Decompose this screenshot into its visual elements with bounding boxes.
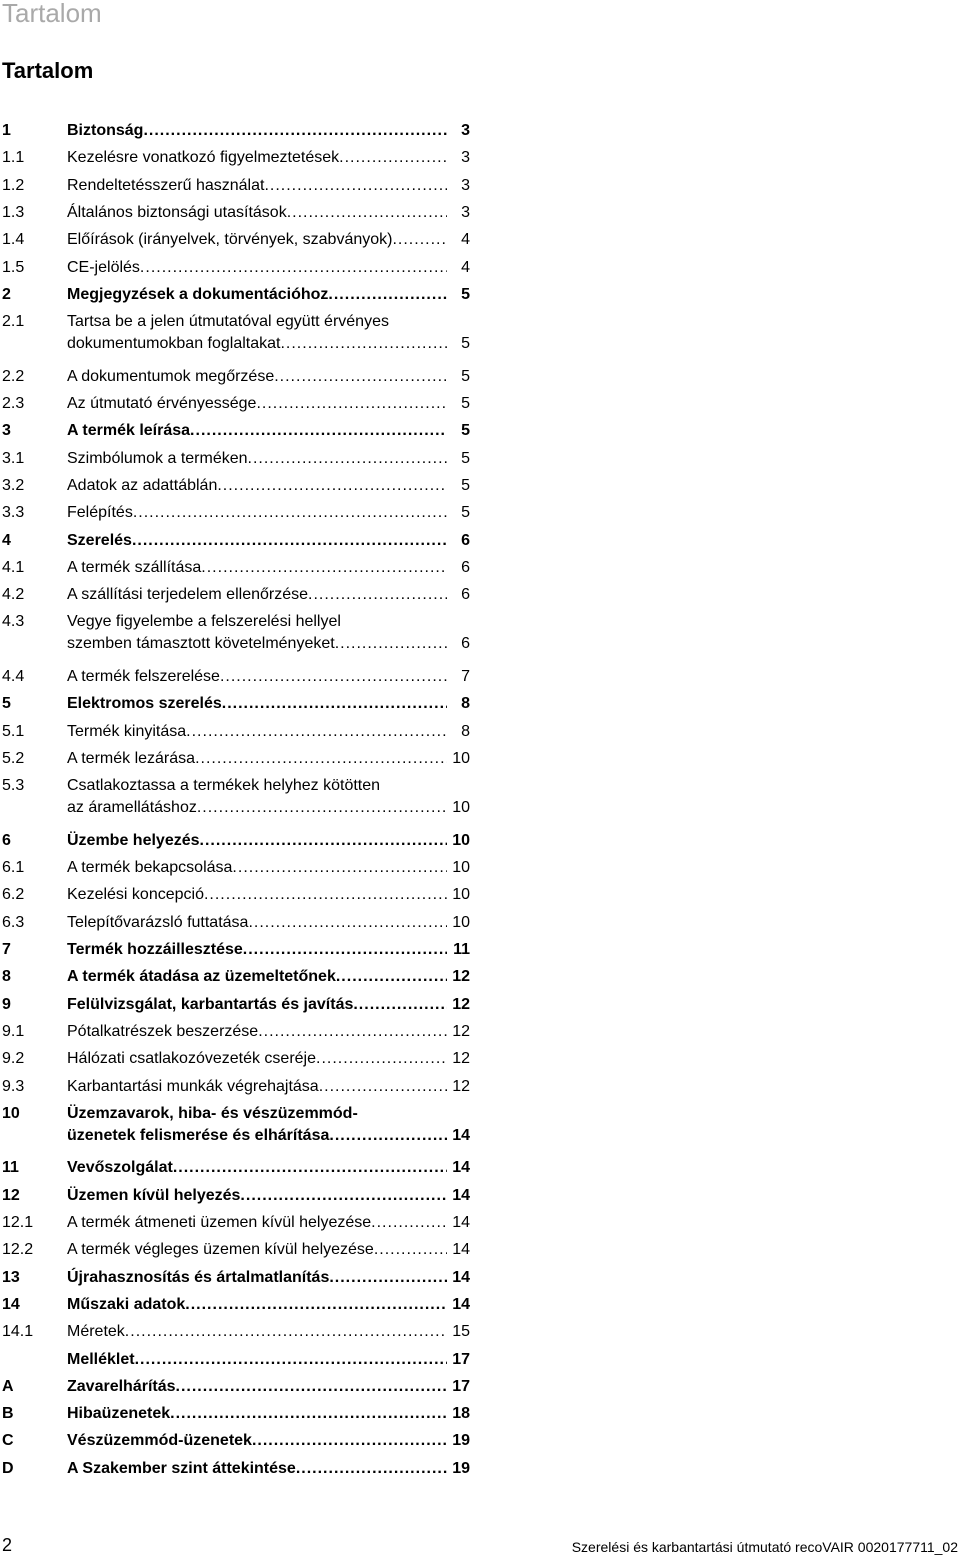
- toc-entry-page: 10: [452, 859, 470, 877]
- toc-entry-title: Elektromos szerelés: [67, 695, 222, 713]
- toc-entry-page: 10: [452, 799, 470, 817]
- toc-entry-number: 2.2: [2, 367, 25, 385]
- toc-entry-title: Üzemzavarok, hiba- és vészüzemmód-: [67, 1104, 358, 1122]
- toc-entry-number: 2.3: [2, 395, 25, 412]
- dot-leader: [371, 1212, 447, 1234]
- dot-leader: [243, 939, 447, 961]
- toc-entry: [0, 475, 480, 497]
- toc-entry-title: Előírások (irányelvek, törvények, szabványok): [67, 231, 393, 249]
- dot-leader: [308, 584, 447, 606]
- toc-entry-page: 14: [452, 1126, 470, 1144]
- toc-entry: [0, 1321, 480, 1343]
- toc-entry-page: 6: [461, 635, 470, 653]
- toc-entry: [0, 857, 480, 879]
- dot-leader: [319, 1076, 447, 1098]
- dot-leader: [252, 1430, 447, 1452]
- toc-entry-page: 3: [461, 203, 470, 221]
- toc-entry: [0, 611, 480, 655]
- toc-entry: [0, 202, 480, 224]
- toc-entry-page: 6: [461, 558, 470, 576]
- toc-entry-number: 3.1: [2, 449, 25, 467]
- toc-entry-number: 1.5: [2, 258, 25, 276]
- dot-leader: [143, 120, 447, 142]
- dot-leader: [248, 912, 447, 934]
- toc-entry-number: 1: [2, 122, 11, 139]
- dot-leader: [339, 147, 447, 169]
- toc-entry-title: A termék szállítása: [67, 558, 202, 576]
- toc-entry: [0, 693, 480, 715]
- toc-entry-page: 3: [461, 149, 470, 167]
- header-title: Tartalom: [2, 0, 102, 28]
- toc-entry-page: 14: [452, 1268, 470, 1286]
- toc-entry-page: 14: [452, 1159, 470, 1177]
- toc-entry-page: 14: [452, 1241, 470, 1259]
- toc-entry-page: 8: [461, 695, 470, 713]
- toc-entry-title: Üzemen kívül helyezés: [67, 1186, 241, 1204]
- toc-entry-number: 4.2: [2, 586, 25, 604]
- toc-entry: [0, 257, 480, 279]
- dot-leader: [280, 333, 447, 355]
- dot-leader: [329, 1125, 447, 1147]
- toc-entry-page: 4: [461, 258, 470, 276]
- toc-entry-title-continued: szemben támasztott követelményeket: [67, 635, 335, 653]
- toc-entry-number: C: [2, 1432, 14, 1450]
- toc-entry-title: Tartsa be a jelen útmutatóval együtt érvényes: [67, 313, 389, 331]
- toc-entry-title: A dokumentumok megőrzése: [67, 367, 275, 385]
- toc-entry-title: A termék átmeneti üzemen kívül helyezése: [67, 1214, 372, 1231]
- dot-leader: [204, 884, 447, 906]
- dot-leader: [353, 994, 447, 1016]
- toc-entry-title: Kezelésre vonatkozó figyelmeztetések: [67, 149, 340, 167]
- toc-entry-page: 12: [452, 1022, 470, 1040]
- toc-entry-page: 5: [461, 367, 470, 385]
- toc-entry: [0, 884, 480, 906]
- toc-entry: [0, 120, 480, 142]
- toc-entry-title: Pótalkatrészek beszerzése: [67, 1022, 259, 1040]
- dot-leader: [248, 448, 447, 470]
- toc-entry-page: 5: [461, 504, 470, 522]
- toc-entry-page: 12: [452, 1050, 470, 1068]
- toc-entry-page: 12: [452, 1077, 470, 1095]
- toc-entry-page: 10: [452, 913, 470, 931]
- toc-entry-number: 5.2: [2, 749, 25, 767]
- toc-entry: [0, 1376, 480, 1398]
- toc-entry: [0, 1157, 480, 1179]
- toc-entry: [0, 1403, 480, 1425]
- toc-entry-page: 6: [461, 531, 470, 549]
- toc-entry-title: Vevőszolgálat: [67, 1159, 173, 1177]
- toc-entry-title: Felülvizsgálat, karbantartás és javítás: [67, 995, 354, 1013]
- toc-entry: [0, 1185, 480, 1207]
- toc-entry-page: 5: [461, 285, 470, 303]
- dot-leader: [336, 966, 447, 988]
- dot-leader: [329, 1267, 447, 1289]
- toc-entry-number: 4.1: [2, 558, 25, 576]
- toc-entry: [0, 1021, 480, 1043]
- toc-entry-number: 9.1: [2, 1022, 25, 1040]
- toc-entry-page: 5: [461, 449, 470, 467]
- toc-entry-title: Műszaki adatok: [67, 1295, 186, 1313]
- dot-leader: [328, 284, 447, 306]
- toc-entry: [0, 966, 480, 988]
- toc-entry-number: 9.2: [2, 1050, 25, 1068]
- toc-entry-number: 6.3: [2, 913, 25, 931]
- dot-leader: [220, 666, 447, 688]
- footer-page-number: 2: [2, 1535, 13, 1555]
- toc-entry-page: 5: [461, 335, 470, 353]
- toc-entry-page: 14: [452, 1186, 470, 1204]
- toc-entry-number: 6: [2, 831, 11, 849]
- toc-entry-title: Csatlakoztassa a termékek helyhez kötötten: [67, 777, 381, 795]
- dot-leader: [133, 502, 447, 524]
- toc-entry-title: Termék hozzáillesztése: [67, 941, 243, 958]
- dot-leader: [140, 257, 447, 279]
- toc-entry-page: 14: [452, 1214, 470, 1231]
- toc-entry: [0, 1048, 480, 1070]
- toc-entry-number: 12: [2, 1186, 20, 1204]
- toc-entry: [0, 393, 480, 415]
- toc-entry-title: Szimbólumok a terméken: [67, 449, 248, 467]
- dot-leader: [186, 721, 447, 743]
- toc-entry-title: A termék leírása: [67, 422, 191, 440]
- dot-leader: [132, 530, 447, 552]
- dot-leader: [374, 1239, 447, 1261]
- dot-leader: [392, 229, 447, 251]
- dot-leader: [296, 1458, 447, 1480]
- toc-entry-title: Felépítés: [67, 504, 133, 522]
- dot-leader: [173, 1157, 447, 1179]
- toc-entry-number: 13: [2, 1268, 20, 1286]
- toc-entry-title: Üzembe helyezés: [67, 831, 200, 849]
- toc-entry-page: 3: [461, 122, 470, 139]
- toc-entry-number: 10: [2, 1104, 20, 1122]
- toc-entry-title: Melléklet: [67, 1350, 135, 1368]
- toc-entry: [0, 502, 480, 524]
- toc-entry-number: D: [2, 1459, 14, 1477]
- toc-entry-page: 10: [452, 749, 470, 767]
- toc-entry-page: 5: [461, 422, 470, 440]
- toc-entry-title: CE-jelölés: [67, 258, 140, 276]
- toc-entry-title-continued: dokumentumokban foglaltakat: [67, 335, 281, 353]
- dot-leader: [190, 420, 447, 442]
- toc-entry-number: 4: [2, 531, 11, 549]
- toc-entry-title: Termék kinyitása: [67, 722, 187, 740]
- toc-entry: [0, 748, 480, 770]
- toc-entry-page: 11: [453, 941, 470, 958]
- toc-entry: [0, 147, 480, 169]
- footer-document-title: Szerelési és karbantartási útmutató recoVAIR 0020177711_02: [571, 1539, 958, 1555]
- toc-entry-number: 5.3: [2, 777, 25, 795]
- toc-entry-number: 1.4: [2, 231, 25, 249]
- toc-entry-title: Hálózati csatlakozóvezeték cseréje: [67, 1050, 317, 1068]
- toc-entry: [0, 420, 480, 442]
- toc-entry: [0, 721, 480, 743]
- dot-leader: [170, 1403, 447, 1425]
- dot-leader: [232, 857, 447, 879]
- toc-entry: [0, 1239, 480, 1261]
- toc-entry-number: 12.2: [2, 1241, 34, 1259]
- toc-entry-number: 4.4: [2, 668, 25, 685]
- dot-leader: [195, 748, 447, 770]
- toc-entry-number: 2.1: [2, 313, 25, 331]
- toc-entry-title: Hibaüzenetek: [67, 1405, 171, 1423]
- toc-entry-number: 14.1: [2, 1323, 34, 1341]
- dot-leader: [258, 1021, 447, 1043]
- toc-entry-title: A szállítási terjedelem ellenőrzése: [67, 586, 309, 604]
- dot-leader: [287, 202, 447, 224]
- toc-entry-title: Méretek: [67, 1323, 125, 1341]
- toc-entry: [0, 1076, 480, 1098]
- toc-entry: [0, 1267, 480, 1289]
- dot-leader: [222, 693, 447, 715]
- toc-entry-number: 5: [2, 695, 11, 713]
- toc-entry: [0, 229, 480, 251]
- toc-entry: [0, 1212, 480, 1234]
- toc-entry-title: A termék bekapcsolása: [67, 859, 233, 877]
- toc-entry: [0, 175, 480, 197]
- toc-entry-title: Vegye figyelembe a felszerelési hellyel: [67, 613, 341, 631]
- toc-entry-page: 14: [452, 1295, 470, 1313]
- toc-entry-number: 12.1: [2, 1214, 34, 1231]
- dot-leader: [335, 633, 447, 655]
- toc-entry-page: 10: [452, 831, 470, 849]
- toc-entry: [0, 557, 480, 579]
- toc-entry-page: 12: [452, 968, 470, 986]
- toc-heading: Tartalom: [2, 58, 94, 83]
- toc-entry-page: 5: [461, 395, 470, 412]
- toc-entry-title: A Szakember szint áttekintése: [67, 1459, 296, 1477]
- toc-entry-number: 3: [2, 422, 11, 440]
- toc-entry-page: 17: [452, 1377, 470, 1395]
- toc-entry: [0, 366, 480, 388]
- toc-entry-title: Rendeltetésszerű használat: [67, 176, 265, 194]
- toc-entry-page: 3: [461, 176, 470, 194]
- toc-entry-title: Általános biztonsági utasítások: [67, 203, 287, 221]
- toc-entry: [0, 939, 480, 961]
- toc-entry-title: Vészüzemmód-üzenetek: [67, 1432, 252, 1450]
- toc-entry-page: 4: [461, 231, 470, 249]
- toc-entry: [0, 530, 480, 552]
- dot-leader: [240, 1185, 447, 1207]
- toc-entry-title-continued: az áramellátáshoz: [67, 799, 197, 817]
- dot-leader: [264, 175, 447, 197]
- toc-entry-title: Szerelés: [67, 531, 132, 549]
- toc-entry-page: 15: [452, 1323, 470, 1341]
- dot-leader: [176, 1376, 447, 1398]
- toc-entry: [0, 830, 480, 852]
- toc-entry-page: 10: [452, 886, 470, 904]
- toc-entry-title: Kezelési koncepció: [67, 886, 204, 904]
- toc-entry-number: 1.3: [2, 203, 25, 221]
- toc-entry-number: 6.1: [2, 859, 25, 877]
- dot-leader: [197, 797, 447, 819]
- toc-entry-title: Karbantartási munkák végrehajtása: [67, 1077, 319, 1095]
- dot-leader: [135, 1349, 447, 1371]
- toc-entry: [0, 584, 480, 606]
- dot-leader: [217, 475, 447, 497]
- toc-entry-number: A: [2, 1377, 14, 1395]
- toc-entry-title: Újrahasznosítás és ártalmatlanítás: [67, 1268, 330, 1286]
- toc-entry: [0, 1294, 480, 1316]
- toc-entry-page: 8: [461, 722, 470, 740]
- dot-leader: [316, 1048, 447, 1070]
- toc-entry-number: 4.3: [2, 613, 25, 631]
- toc-entry-page: 19: [452, 1459, 470, 1477]
- toc-entry-title: Telepítővarázsló futtatása: [67, 913, 249, 931]
- toc-entry-title: Biztonság: [67, 122, 144, 139]
- toc-entry-page: 18: [452, 1405, 470, 1423]
- toc-entry-number: 9.3: [2, 1077, 25, 1095]
- toc-entry: [0, 311, 480, 355]
- toc-entry: [0, 912, 480, 934]
- toc-entry-page: 7: [461, 668, 470, 685]
- toc-entry: [0, 448, 480, 470]
- toc-entry-number: 6.2: [2, 886, 25, 904]
- dot-leader: [274, 366, 447, 388]
- toc-entry-title: Zavarelhárítás: [67, 1377, 176, 1395]
- toc-entry: [0, 1458, 480, 1480]
- toc-entry-number: 8: [2, 968, 11, 986]
- toc-entry: [0, 1103, 480, 1147]
- toc-entry-title: Adatok az adattáblán: [67, 476, 218, 494]
- toc-entry-number: 1.1: [2, 149, 25, 167]
- dot-leader: [201, 557, 447, 579]
- toc-entry-number: 1.2: [2, 176, 25, 194]
- toc-entry-page: 12: [452, 995, 470, 1013]
- toc-entry-title: A termék felszerelése: [67, 668, 220, 685]
- toc-entry-number: B: [2, 1405, 14, 1423]
- dot-leader: [125, 1321, 447, 1343]
- toc-entry-page: 19: [452, 1432, 470, 1450]
- toc-entry: [0, 775, 480, 819]
- toc-entry: [0, 284, 480, 306]
- toc-entry-title: Az útmutató érvényessége: [67, 395, 257, 412]
- dot-leader: [256, 393, 447, 415]
- toc-entry-title: Megjegyzések a dokumentációhoz: [67, 285, 329, 303]
- toc-entry-number: 3.2: [2, 476, 25, 494]
- toc-entry: [0, 1430, 480, 1452]
- toc-entry-number: 5.1: [2, 722, 25, 740]
- dot-leader: [185, 1294, 447, 1316]
- toc-entry-number: 3.3: [2, 504, 25, 522]
- toc-entry-page: 6: [461, 586, 470, 604]
- toc-entry: [0, 1349, 480, 1371]
- dot-leader: [200, 830, 447, 852]
- toc-entry-page: 5: [461, 476, 470, 494]
- toc-entry-number: 14: [2, 1295, 20, 1313]
- toc-entry: [0, 994, 480, 1016]
- toc-entry-number: 7: [2, 941, 11, 958]
- toc-entry: [0, 666, 480, 688]
- toc-entry-title: A termék végleges üzemen kívül helyezése: [67, 1241, 374, 1259]
- toc-entry-number: 11: [2, 1159, 19, 1177]
- toc-entry-title: A termék átadása az üzemeltetőnek: [67, 968, 336, 986]
- toc-entry-number: 9: [2, 995, 11, 1013]
- toc-entry-number: 2: [2, 285, 11, 303]
- toc-entry-title-continued: üzenetek felismerése és elhárítása: [67, 1126, 330, 1144]
- toc-entry-title: A termék lezárása: [67, 749, 196, 767]
- toc-entry-page: 17: [452, 1350, 470, 1368]
